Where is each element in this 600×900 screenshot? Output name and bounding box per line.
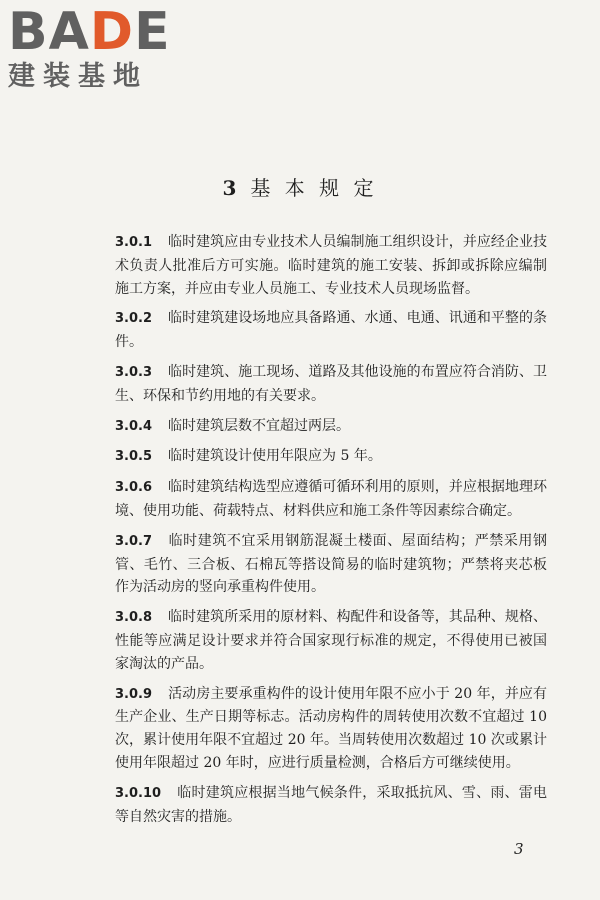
clause-number: 3.0.9 [115,686,153,702]
clause [115,476,547,523]
clause [115,415,547,439]
clause-number: 3.0.4 [115,418,153,434]
clause-number: 3.0.10 [115,785,162,801]
clause-number: 3.0.6 [115,480,153,496]
clause-number: 3.0.7 [115,533,153,549]
clause [115,361,547,408]
clause-text: 临时建筑应根据当地气候条件，采取抵抗风、雪、雨、雷电等自然灾害的措施。 [115,784,547,825]
clause-text: 活动房主要承重构件的设计使用年限不应小于 20 年，并应有生产企业、生产日期等标志。活动房构件的周转使用次数不宜超过 10 次，累计使用年限不宜超过 20 年。当周转使用次数超过 10 次或累计使用年限超过 20 年时，应进行质量检测，合格后方可继续使用。 [115,685,547,771]
clause-text: 临时建筑设计使用年限应为 5 年。 [168,448,382,465]
clause-text: 临时建筑不宜采用钢筋混凝土楼面、屋面结构；严禁采用钢管、毛竹、三合板、石棉瓦等搭设简易的临时建筑物；严禁将夹芯板作为活动房的竖向承重构件使用。 [115,532,547,596]
section-number: 3 [222,176,241,200]
clause-number: 3.0.5 [115,449,153,465]
clause-text: 临时建筑建设场地应具备路通、水通、电通、讯通和平整的条件。 [115,310,547,351]
page-number: 3 [514,840,524,858]
clause-text: 临时建筑层数不宜超过两层。 [168,417,351,434]
logo-subtitle: 建装基地 [8,61,148,92]
clause [115,445,547,469]
clause-list [115,231,547,835]
bade-logo [8,4,178,92]
clause [115,231,547,300]
clause [115,307,547,354]
clause-text: 临时建筑所采用的原材料、构配件和设备等，其品种、规格、性能等应满足设计要求并符合国家现行标准的规定，不得使用已被国家淘汰的产品。 [115,609,547,672]
clause-number: 3.0.8 [115,610,153,626]
clause-text: 临时建筑应由专业技术人员编制施工组织设计，并应经企业技术负责人批准后方可实施。临时建筑的施工安装、拆卸或拆除应编制施工方案，并应由专业人员施工、专业技术人员现场监督。 [115,234,547,297]
section-title [0,172,600,201]
logo-wordmark: BADE [8,2,171,62]
clause [115,782,547,829]
clause-number: 3.0.1 [115,235,153,250]
clause-text: 临时建筑结构选型应遵循可循环利用的原则，并应根据地理环境、使用功能、荷载特点、材料供应和施工条件等因素综合确定。 [115,479,547,519]
clause-number: 3.0.2 [115,311,153,327]
clause-text: 临时建筑、施工现场、道路及其他设施的布置应符合消防、卫生、环保和节约用地的有关要求。 [115,363,547,404]
clause [115,530,547,599]
clause-number: 3.0.3 [115,364,153,380]
section-title-text: 基 本 规 定 [250,176,378,200]
clause [115,683,547,775]
clause [115,606,547,675]
